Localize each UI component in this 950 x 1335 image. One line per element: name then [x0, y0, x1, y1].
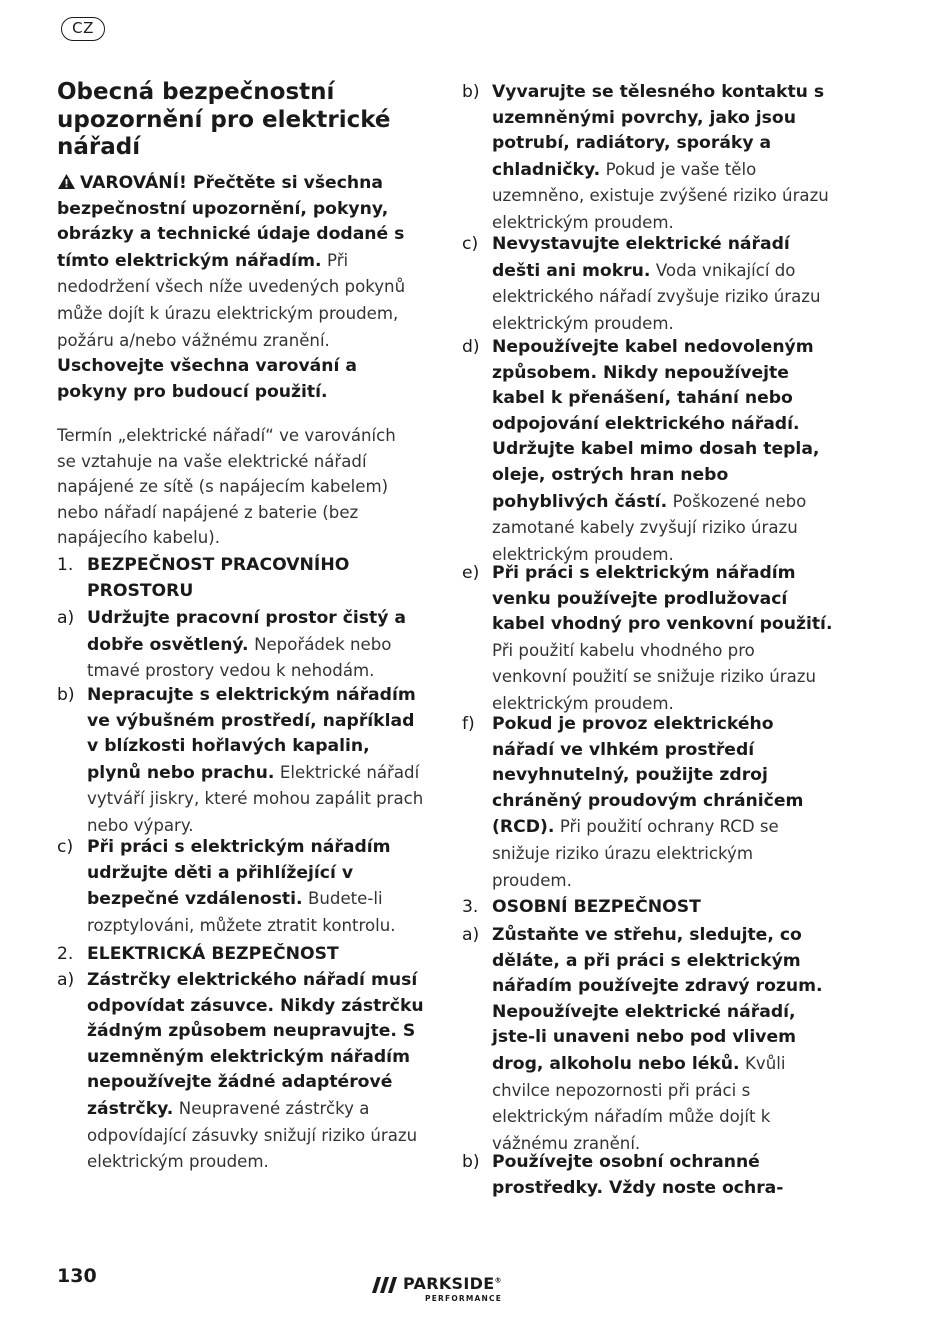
item-bold: Udržujte pracovní prostor čistý a dobře osvětlený.	[87, 608, 407, 655]
item-bold: Nepracujte s elektrickým nářadím ve výbušném prostředí, například v blízkosti hořlavých kapalin, plynů nebo prachu.	[87, 685, 416, 783]
list-item	[462, 80, 834, 237]
item-normal: Kvůli chvilce nepozornosti při práci s elektrickým nářadím může dojít k vážnému zranění.	[492, 1053, 786, 1153]
language-badge: CZ	[61, 17, 105, 41]
item-label: c)	[462, 234, 479, 254]
item-normal: Při použití ochrany RCD se snižuje riziko úrazu elektrickým proudem.	[492, 817, 779, 890]
section-1-heading	[57, 553, 429, 604]
item-normal: Nepořádek nebo tmavé prostory vedou k nehodám.	[87, 634, 392, 681]
item-label: a)	[57, 970, 75, 990]
item-normal: Elektrické nářadí vytváří jiskry, které mohou zapálit prach nebo výpary.	[87, 762, 424, 835]
warning-triangle-icon	[57, 173, 76, 190]
list-item	[462, 335, 834, 568]
item-label: d)	[462, 337, 480, 357]
list-item	[57, 606, 429, 685]
brand-name: PARKSIDE®	[403, 1274, 502, 1293]
section-title-text: ELEKTRICKÁ BEZPEČNOST	[87, 944, 339, 964]
item-bold: Pokud je provoz elektrického nářadí ve vlhkém prostředí nevyhnutelný, použijte zdroj chráněný proudovým chráničem (RCD).	[492, 714, 804, 838]
section-3-heading	[462, 895, 834, 921]
item-normal: Poškozené nebo zamotané kabely zvyšují riziko úrazu elektrickým proudem.	[492, 491, 807, 564]
item-normal: Budete-li rozptylováni, můžete ztratit kontrolu.	[87, 889, 396, 935]
item-bold: Zástrčky elektrického nářadí musí odpovídat zásuvce. Nikdy zástrčku žádným způsobem neupravujte. S uzemněným elektrickým nářadím nepoužívejte žádné adaptérové zástrčky.	[87, 970, 424, 1119]
list-item	[57, 683, 429, 840]
section-number: 1.	[57, 555, 74, 575]
item-label: e)	[462, 563, 480, 583]
section-2-heading	[57, 942, 429, 968]
item-normal: Voda vnikající do elektrického nářadí zvyšuje riziko úrazu elektrickým proudem.	[492, 260, 821, 333]
parkside-logo	[372, 1275, 522, 1309]
list-item	[57, 968, 429, 1176]
item-label: f)	[462, 714, 475, 734]
brand-subtitle: PERFORMANCE	[425, 1294, 503, 1303]
item-label: a)	[57, 608, 75, 628]
item-bold: Vyvarujte se tělesného kontaktu s uzemněnými povrchy, jako jsou potrubí, radiátory, sporáky a chladničky.	[492, 82, 825, 180]
item-normal: Pokud je vaše tělo uzemněno, existuje zvýšené riziko úrazu elektrickým proudem.	[492, 159, 829, 232]
list-item	[462, 561, 834, 718]
item-bold: Nepoužívejte kabel nedovoleným způsobem. Nikdy nepoužívejte kabel k přenášení, tahání nebo odpojování elektrického nářadí. Udržujte kabel mimo dosah tepla, oleje, ostrých hran nebo pohyblivých částí.	[492, 337, 820, 512]
list-item	[462, 923, 834, 1157]
item-bold: Při práci s elektrickým nářadím venku používejte prodlužovací kabel vhodný pro venkovní použití.	[492, 563, 833, 635]
item-label: b)	[462, 1152, 480, 1172]
term-text: Termín „elektrické nářadí“ ve varováních se vztahuje na vaše elektrické nářadí napájené ze sítě (s napájecím kabelem) nebo nářadí napájené z baterie (bez napájecího kabelu).	[57, 426, 396, 548]
list-item	[462, 712, 834, 894]
section-title-text: BEZPEČNOST PRACOVNÍHO PROSTORU	[87, 555, 350, 601]
item-bold: Nevystavujte elektrické nářadí dešti ani mokru.	[492, 234, 790, 281]
list-item	[462, 1150, 834, 1201]
item-label: c)	[57, 837, 74, 857]
section-title-text: OSOBNÍ BEZPEČNOST	[492, 897, 701, 917]
item-normal: Při použití kabelu vhodného pro venkovní použití se snižuje riziko úrazu elektrickým proudem.	[492, 640, 817, 713]
list-item	[462, 232, 834, 337]
item-bold: Při práci s elektrickým nářadím udržujte děti a přihlížející v bezpečné vzdálenosti.	[87, 837, 391, 910]
section-number: 3.	[462, 897, 479, 917]
section-number: 2.	[57, 944, 74, 964]
item-label: b)	[57, 685, 75, 705]
item-bold: Používejte osobní ochranné prostředky. Vždy noste ochra-	[492, 1152, 784, 1198]
term-paragraph	[57, 423, 409, 551]
item-normal: Neupravené zástrčky a odpovídající zásuvky snižují riziko úrazu elektrickým proudem.	[87, 1098, 418, 1172]
item-label: a)	[462, 925, 480, 945]
item-label: b)	[462, 82, 480, 102]
list-item	[57, 835, 429, 939]
page-number: 130	[57, 1265, 97, 1287]
item-bold: Zůstaňte ve střehu, sledujte, co děláte, a při práci s elektrickým nářadím používejte zdravý rozum. Nepoužívejte elektrické nářadí, jste-li unaveni nebo pod vlivem drog, alkoholu nebo léků.	[492, 925, 823, 1074]
brand-slashes-icon	[372, 1277, 400, 1293]
warning-normal-text: Při nedodržení všech níže uvedených pokynů může dojít k úrazu elektrickým proudem, požáru a/nebo vážnému zranění.	[57, 250, 406, 350]
warning-keep-text: Uschovejte všechna varování a pokyny pro budoucí použití.	[57, 356, 357, 402]
warning-paragraph	[57, 171, 425, 405]
section-title: Obecná bezpečnostní upozornění pro elektrické nářadí	[57, 79, 391, 160]
warning-bold-text: VAROVÁNÍ! Přečtěte si všechna bezpečnostní upozornění, pokyny, obrázky a technické údaje dodané s tímto elektrickým nářadím.	[57, 173, 405, 271]
